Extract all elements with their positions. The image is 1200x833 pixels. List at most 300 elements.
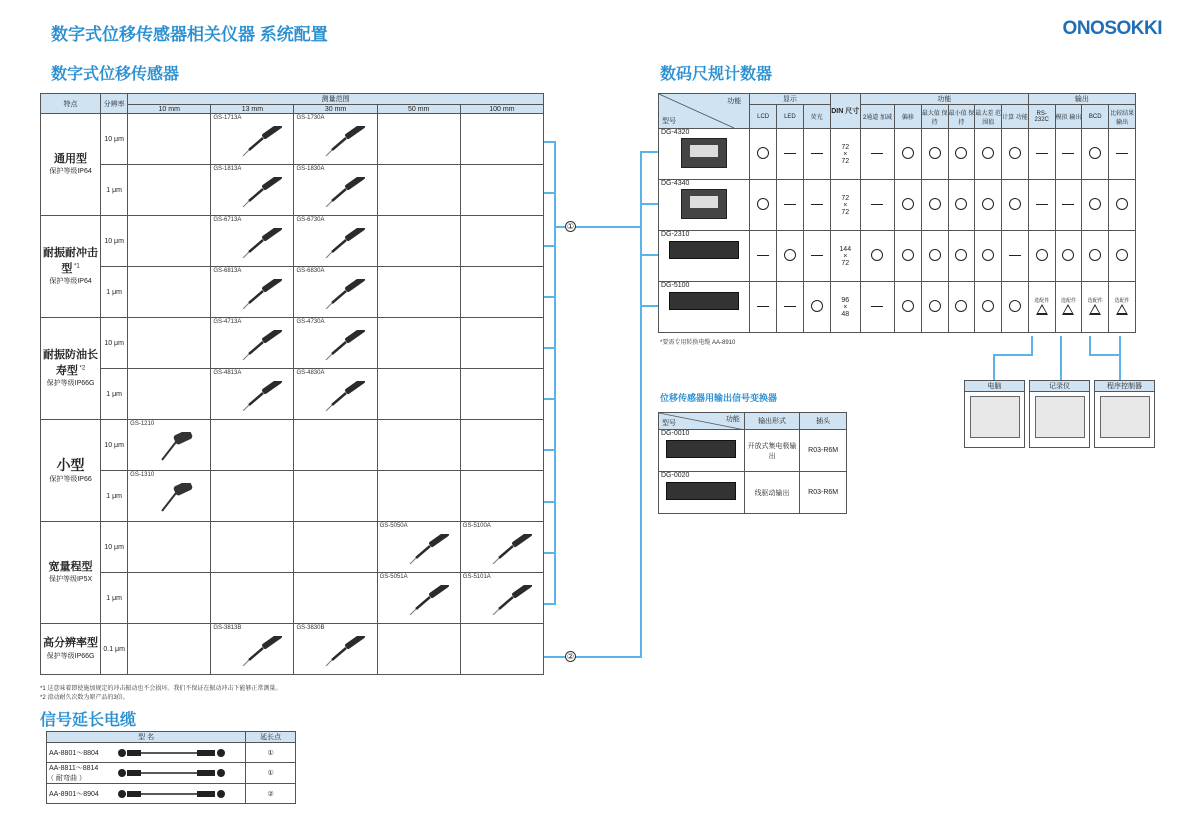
circle-mark: [1036, 249, 1048, 261]
sensor-cell: [294, 267, 377, 318]
triangle-mark: [1089, 304, 1101, 315]
circle-mark: [871, 249, 883, 261]
counter-value: [750, 282, 777, 333]
sensor-row: [41, 114, 544, 165]
page-title: 数字式位移传感器相关仪器 系统配置: [51, 25, 328, 44]
counter-value: [1028, 129, 1055, 180]
circle-mark: [982, 147, 994, 159]
counter-group-func: 功能: [860, 94, 1028, 105]
sensor-row: [41, 522, 544, 573]
converter-out: 线驱动输出: [744, 472, 799, 514]
resolution-value: 0.1 μm: [101, 624, 128, 675]
converter-model-cell: [659, 472, 745, 514]
counter-value: [1109, 129, 1136, 180]
triangle-mark: [1036, 304, 1048, 315]
dash-mark: [1036, 153, 1048, 154]
converter-model: DG-0010: [661, 430, 690, 437]
cable-col-point: 延长点: [246, 732, 296, 743]
counter-value: [750, 180, 777, 231]
counter-col: 荧光: [803, 105, 830, 129]
counter-value: [1055, 129, 1082, 180]
counter-value: [921, 129, 948, 180]
sensor-cell: [128, 420, 211, 471]
range-13: 13 mm: [211, 105, 294, 114]
option-label: 选配件: [1060, 298, 1076, 304]
counter-value: [895, 180, 922, 231]
sensor-model: GS-5051A: [379, 574, 408, 580]
sensor-protection: 保护等级IP66G: [46, 379, 95, 387]
counter-model: DG-4340: [661, 180, 690, 187]
col-range: 测量范围: [128, 94, 544, 105]
circle-mark: [1116, 249, 1128, 261]
cable-point: ②: [246, 784, 296, 804]
converter-col-out: 输出形式: [744, 413, 799, 430]
converter-row: [659, 472, 847, 514]
sensor-model: GS-1210: [130, 421, 155, 427]
circle-mark: [1009, 198, 1021, 210]
counter-group-display: 显示: [750, 94, 830, 105]
counter-device-icon: [669, 241, 739, 259]
counter-value: 96 × 48: [830, 282, 860, 333]
counter-col: 计算 功能: [1002, 105, 1029, 129]
counter-value: [860, 231, 894, 282]
sensor-cell: [211, 216, 294, 267]
sensor-cell: [211, 165, 294, 216]
sensor-cell: [377, 522, 460, 573]
sensor-cell: [211, 267, 294, 318]
counter-value: [777, 231, 804, 282]
cable-table: [46, 731, 296, 804]
triangle-mark: [1116, 304, 1128, 315]
sensor-cell: [460, 267, 543, 318]
circle-mark: [929, 300, 941, 312]
circle-mark: [929, 249, 941, 261]
dash-mark: [811, 255, 823, 256]
dash-mark: [784, 204, 796, 205]
sensor-cell: [294, 522, 377, 573]
sensor-type-name: 通用型: [54, 152, 88, 165]
sensor-cell: [211, 471, 294, 522]
sensor-cell: [294, 114, 377, 165]
option-label: 选配件: [1114, 298, 1130, 304]
cable-model-cell: [47, 763, 246, 784]
counter-col: 最小值 保持: [948, 105, 975, 129]
circle-mark: [982, 198, 994, 210]
counter-value: [975, 231, 1002, 282]
sensor-cell: [211, 114, 294, 165]
option-label: 选配件: [1034, 298, 1050, 304]
counter-value: [921, 180, 948, 231]
option-label: 选配件: [1087, 298, 1103, 304]
sensor-cell: [294, 216, 377, 267]
counter-col-din: DIN 尺寸: [830, 94, 860, 129]
circle-mark: [929, 198, 941, 210]
sensor-model: GS-6813A: [213, 268, 242, 274]
counter-value: [1055, 231, 1082, 282]
counter-value: [1028, 282, 1055, 333]
sensor-type: [41, 216, 101, 318]
counter-value: [1082, 282, 1109, 333]
cable-point: ①: [246, 743, 296, 763]
counter-value: [975, 180, 1002, 231]
sensor-model: GS-5101A: [462, 574, 491, 580]
dash-mark: [871, 204, 883, 205]
converter-col-plug: 插头: [800, 413, 847, 430]
pc-box: [964, 380, 1025, 448]
resolution-value: 10 μm: [101, 420, 128, 471]
counter-table: [658, 93, 1136, 333]
counter-col: 偏移: [895, 105, 922, 129]
counter-model-cell: [659, 282, 750, 333]
sensor-model: GS-4813A: [213, 370, 242, 376]
resolution-value: 10 μm: [101, 522, 128, 573]
counter-row: [659, 129, 1136, 180]
converter-corner-func: 功能: [725, 416, 740, 423]
sensor-cell: [377, 114, 460, 165]
converter-corner-model: 型号: [662, 420, 676, 427]
counter-corner-model: 型号: [662, 118, 676, 125]
dash-mark: [811, 153, 823, 154]
sensor-protection: 保护等级IP64: [49, 168, 92, 176]
sensor-cell: [128, 369, 211, 420]
plc-box: [1094, 380, 1155, 448]
sensor-cell: [294, 318, 377, 369]
counter-device-icon: [681, 138, 727, 168]
cable-row: [47, 763, 296, 784]
counter-value: [750, 129, 777, 180]
sensor-cell: [377, 216, 460, 267]
note-2: *2 滑动耐久次数为原产品的3倍。: [40, 695, 129, 701]
counter-model: DG-2310: [661, 231, 690, 238]
dash-mark: [1009, 255, 1021, 256]
converter-row: [659, 430, 847, 472]
resolution-value: 10 μm: [101, 216, 128, 267]
resolution-value: 1 μm: [101, 471, 128, 522]
sensor-cell: [128, 573, 211, 624]
sensor-cell: [460, 114, 543, 165]
cable-model: AA-8811～8814 （ 耐弯曲 ）: [47, 765, 99, 782]
sensor-cell: [294, 624, 377, 675]
counter-value: [975, 129, 1002, 180]
sensor-type: [41, 420, 101, 522]
counter-col: BCD: [1082, 105, 1109, 129]
circle-mark: [902, 249, 914, 261]
sensor-cell: [377, 624, 460, 675]
converter-section-title: 位移传感器用输出信号变换器: [660, 393, 778, 403]
sensor-type: [41, 318, 101, 420]
sensor-cell: [128, 114, 211, 165]
sensor-cell: [460, 522, 543, 573]
converter-model: DG-0020: [661, 472, 690, 479]
sensor-row: [41, 267, 544, 318]
counter-model-cell: [659, 231, 750, 282]
sensor-cell: [460, 420, 543, 471]
counter-value: [948, 129, 975, 180]
circle-mark: [1116, 198, 1128, 210]
counter-value: [948, 231, 975, 282]
sensor-type-name: 耐振防油长寿型 $^{*2}$: [43, 349, 99, 377]
sensor-model: GS-5050A: [379, 523, 408, 529]
counter-col: 比较结果 输出: [1109, 105, 1136, 129]
circle-mark: [757, 198, 769, 210]
sensor-cell: [294, 369, 377, 420]
counter-value: [1109, 282, 1136, 333]
converter-out: 开放式集电极输出: [744, 430, 799, 472]
counter-value: [750, 231, 777, 282]
sensor-type-name: 耐振耐冲击型 $^{*1}$: [43, 247, 99, 275]
resolution-value: 1 μm: [101, 573, 128, 624]
sensor-cell: [460, 165, 543, 216]
circle-mark: [784, 249, 796, 261]
footnote-mark: *1: [72, 262, 80, 269]
dash-mark: [1116, 153, 1128, 154]
cable-point: ①: [246, 763, 296, 784]
sensor-section-title: 数字式位移传感器: [51, 66, 180, 83]
cable-col-model: 型 名: [47, 732, 246, 743]
counter-value: [860, 129, 894, 180]
counter-group-out: 输出: [1028, 94, 1135, 105]
connect-point-2: ②: [566, 652, 575, 661]
counter-footnote: *要需专用转换电缆 AA-8910: [660, 340, 736, 346]
circle-mark: [757, 147, 769, 159]
sensor-model: GS-4830A: [296, 370, 325, 376]
counter-col: LED: [777, 105, 804, 129]
sensor-cell: [211, 318, 294, 369]
counter-value: [1109, 180, 1136, 231]
sensor-cell: [460, 369, 543, 420]
circle-mark: [1089, 147, 1101, 159]
counter-value: [1002, 129, 1029, 180]
dash-mark: [1062, 153, 1074, 154]
sensor-cell: [460, 216, 543, 267]
col-resolution: 分辨率: [101, 94, 128, 114]
connect-point-1: ①: [566, 222, 575, 231]
converter-plug: R03-R6M: [800, 430, 847, 472]
counter-value: [895, 231, 922, 282]
counter-value: [1002, 282, 1029, 333]
circle-mark: [955, 249, 967, 261]
sensor-cell: [460, 573, 543, 624]
sensor-model: GS-1730A: [296, 115, 325, 121]
counter-model-cell: [659, 129, 750, 180]
computer-icon: [970, 396, 1020, 438]
sensor-protection: 保护等级IP66: [49, 476, 92, 484]
cable-model: AA-8801～8804: [49, 749, 99, 757]
counter-value: [921, 282, 948, 333]
sensor-model: GS-1830A: [296, 166, 325, 172]
counter-value: [921, 231, 948, 282]
circle-mark: [811, 300, 823, 312]
cable-model: AA-8901～8904: [49, 790, 99, 798]
counter-value: [777, 129, 804, 180]
counter-model: DG-4320: [661, 129, 690, 136]
sensor-protection: 保护等级IP66G: [46, 652, 95, 660]
resolution-value: 1 μm: [101, 165, 128, 216]
circle-mark: [902, 198, 914, 210]
sensor-type-name: 宽量程型: [48, 560, 93, 573]
counter-model-cell: [659, 180, 750, 231]
counter-value: [803, 282, 830, 333]
circle-mark: [982, 249, 994, 261]
counter-value: 72 × 72: [830, 129, 860, 180]
counter-row: [659, 180, 1136, 231]
dash-mark: [1062, 204, 1074, 205]
counter-value: [1082, 180, 1109, 231]
counter-col: 模拟 输出: [1055, 105, 1082, 129]
sensor-cell: [128, 216, 211, 267]
sensor-model: GS-1713A: [213, 115, 242, 121]
sensor-row: [41, 624, 544, 675]
counter-value: [895, 282, 922, 333]
counter-value: [1082, 129, 1109, 180]
circle-mark: [1089, 249, 1101, 261]
resolution-value: 1 μm: [101, 267, 128, 318]
cable-row: [47, 743, 296, 763]
dash-mark: [757, 306, 769, 307]
counter-value: [777, 282, 804, 333]
sensor-model: GS-1813A: [213, 166, 242, 172]
circle-mark: [955, 198, 967, 210]
counter-section-title: 数码尺规计数器: [660, 66, 773, 83]
counter-value: [1028, 231, 1055, 282]
sensor-table: [40, 93, 544, 675]
plc-icon: [1100, 396, 1150, 438]
counter-col: 2通道 加减: [860, 105, 894, 129]
sensor-model: GS-5100A: [462, 523, 491, 529]
col-feature: 特点: [41, 94, 101, 114]
circle-mark: [982, 300, 994, 312]
counter-value: 144 × 72: [830, 231, 860, 282]
counter-col: 最大值 保持: [921, 105, 948, 129]
sensor-type: [41, 624, 101, 675]
counter-value: [895, 129, 922, 180]
counter-value: [1002, 180, 1029, 231]
sensor-cell: [294, 165, 377, 216]
sensor-row: [41, 573, 544, 624]
counter-value: [1055, 282, 1082, 333]
pc-label: 电脑: [965, 381, 1024, 392]
sensor-cell: [460, 471, 543, 522]
plc-label: 程序控制器: [1095, 381, 1154, 392]
counter-device-icon: [681, 189, 727, 219]
counter-value: [975, 282, 1002, 333]
converter-device-icon: [666, 440, 736, 458]
sensor-cell: [377, 318, 460, 369]
footnote-mark: *2: [77, 364, 86, 371]
sensor-cell: [377, 267, 460, 318]
counter-col: LCD: [750, 105, 777, 129]
sensor-model: GS-3830B: [296, 625, 325, 631]
sensor-cell: [460, 624, 543, 675]
counter-device-icon: [669, 292, 739, 310]
sensor-model: GS-6830A: [296, 268, 325, 274]
resolution-value: 10 μm: [101, 114, 128, 165]
circle-mark: [1089, 198, 1101, 210]
sensor-row: [41, 318, 544, 369]
sensor-model: GS-6713A: [213, 217, 242, 223]
circle-mark: [902, 300, 914, 312]
sensor-cell: [211, 522, 294, 573]
triangle-mark: [1062, 304, 1074, 315]
dash-mark: [757, 255, 769, 256]
sensor-cell: [211, 573, 294, 624]
sensor-protection: 保护等级IP64: [49, 277, 92, 285]
sensor-cell: [377, 471, 460, 522]
sensor-row: [41, 165, 544, 216]
sensor-model: GS-4730A: [296, 319, 325, 325]
circle-mark: [955, 147, 967, 159]
counter-row: [659, 231, 1136, 282]
converter-table: [658, 412, 847, 514]
circle-mark: [902, 147, 914, 159]
sensor-cell: [294, 573, 377, 624]
sensor-cell: [128, 522, 211, 573]
counter-value: [948, 180, 975, 231]
sensor-cell: [211, 624, 294, 675]
note-1: *1 这意味着即使施加规定的冲击振动也不会损坏。我们不保证在振动冲击下能够正常测量。: [40, 686, 282, 692]
range-10: 10 mm: [128, 105, 211, 114]
dash-mark: [871, 306, 883, 307]
cable-model-cell: [47, 743, 246, 763]
sensor-cell: [128, 471, 211, 522]
counter-value: [777, 180, 804, 231]
counter-corner-func: 功能: [727, 98, 742, 105]
sensor-cell: [128, 624, 211, 675]
dash-mark: [811, 204, 823, 205]
cable-section-title: 信号延长电缆: [40, 712, 137, 729]
counter-value: [1109, 231, 1136, 282]
company-logo: ONOSOKKI: [1062, 18, 1162, 39]
sensor-type-name: 高分辨率型: [43, 637, 99, 650]
range-50: 50 mm: [377, 105, 460, 114]
sensor-cell: [377, 573, 460, 624]
counter-value: [1055, 180, 1082, 231]
sensor-cell: [211, 420, 294, 471]
sensor-cell: [460, 318, 543, 369]
circle-mark: [929, 147, 941, 159]
sensor-cell: [377, 369, 460, 420]
counter-value: [948, 282, 975, 333]
counter-value: 72 × 72: [830, 180, 860, 231]
sensor-cell: [128, 318, 211, 369]
converter-plug: R03-R6M: [800, 472, 847, 514]
counter-value: [1028, 180, 1055, 231]
counter-value: [1082, 231, 1109, 282]
sensor-cell: [294, 471, 377, 522]
counter-model: DG-5100: [661, 282, 690, 289]
sensor-cell: [128, 165, 211, 216]
range-100: 100 mm: [460, 105, 543, 114]
sensor-model: GS-4713A: [213, 319, 242, 325]
sensor-row: [41, 420, 544, 471]
dash-mark: [784, 306, 796, 307]
converter-model-cell: [659, 430, 745, 472]
converter-device-icon: [666, 482, 736, 500]
counter-value: [803, 231, 830, 282]
counter-value: [803, 129, 830, 180]
counter-value: [860, 282, 894, 333]
circle-mark: [955, 300, 967, 312]
sensor-model: GS-3813B: [213, 625, 242, 631]
counter-value: [1002, 231, 1029, 282]
range-30: 30 mm: [294, 105, 377, 114]
cable-row: [47, 784, 296, 804]
cable-model-cell: [47, 784, 246, 804]
sensor-type: [41, 522, 101, 624]
sensor-row: [41, 471, 544, 522]
sensor-row: [41, 216, 544, 267]
circle-mark: [1009, 147, 1021, 159]
